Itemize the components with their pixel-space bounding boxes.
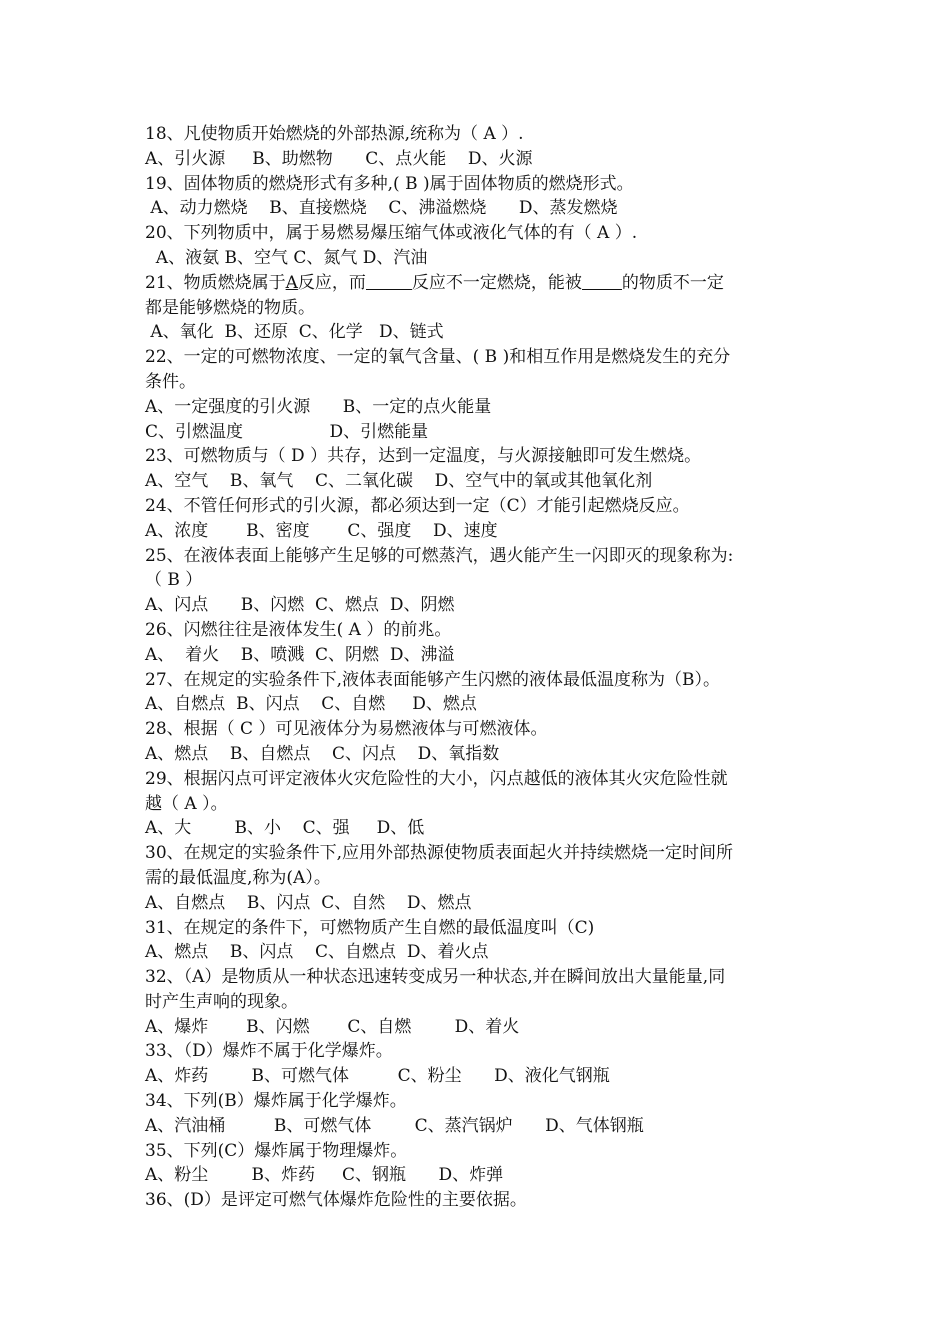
text-line: （ B ） bbox=[145, 570, 203, 591]
text-line: 27、在规定的实验条件下,液体表面能够产生闪燃的液体最低温度称为（B）。 bbox=[145, 669, 721, 690]
text-line: A、闪点 B、闪燃 C、燃点 D、阴燃 bbox=[145, 595, 455, 616]
text-line: 34、下列(B）爆炸属于化学爆炸。 bbox=[145, 1091, 407, 1112]
text-line: A、氧化 B、还原 C、化学 D、链式 bbox=[145, 322, 444, 343]
text-line: 22、一定的可燃物浓度、一定的氧气含量、( B )和相互作用是燃烧发生的充分 bbox=[145, 347, 731, 368]
q21-answer: A bbox=[285, 272, 298, 293]
text-line: A、空气 B、氧气 C、二氧化碳 D、空气中的氧或其他氧化剂 bbox=[145, 471, 653, 492]
text-line: 20、下列物质中，属于易燃易爆压缩气体或液化气体的有（ A ）. bbox=[145, 223, 638, 244]
exam-question-text bbox=[145, 122, 810, 1213]
text-line: A、燃点 B、闪点 C、自燃点 D、着火点 bbox=[145, 942, 489, 963]
text-line: A、自燃点 B、闪点 C、自燃 D、燃点 bbox=[145, 694, 477, 715]
text-line: A、大 B、小 C、强 D、低 bbox=[145, 818, 425, 839]
q21-text-1: 21、物质燃烧属于 bbox=[145, 272, 286, 293]
text-line: 23、可燃物质与（ D ）共存，达到一定温度，与火源接触即可发生燃烧。 bbox=[145, 446, 702, 467]
text-line: A、炸药 B、可燃气体 C、粉尘 D、液化气钢瓶 bbox=[145, 1066, 610, 1087]
question-21-line bbox=[145, 271, 810, 296]
text-line: 29、根据闪点可评定液体火灾危险性的大小，闪点越低的液体其火灾危险性就 bbox=[145, 768, 728, 789]
text-line: 36、(D）是评定可燃气体爆炸危险性的主要依据。 bbox=[145, 1190, 527, 1211]
text-line: 33、（D）爆炸不属于化学爆炸。 bbox=[145, 1041, 393, 1062]
fill-blank bbox=[366, 273, 412, 290]
text-line: 18、凡使物质开始燃烧的外部热源,统称为（ A ）. bbox=[145, 124, 524, 144]
text-line: C、引燃温度 D、引燃能量 bbox=[145, 421, 429, 442]
text-line: A、自燃点 B、闪点 C、自然 D、燃点 bbox=[145, 892, 472, 913]
text-line: A、粉尘 B、炸药 C、钢瓶 D、炸弹 bbox=[145, 1165, 504, 1186]
text-line: 时产生声响的现象。 bbox=[145, 991, 298, 1012]
q21-text-2: 反应，而 bbox=[297, 272, 366, 293]
text-line: 26、闪燃往往是液体发生( A ）的前兆。 bbox=[145, 619, 452, 640]
text-line: 19、固体物质的燃烧形式有多种,( B )属于固体物质的燃烧形式。 bbox=[145, 173, 634, 194]
text-line: A、浓度 B、密度 C、强度 D、速度 bbox=[145, 520, 498, 541]
text-line: A、引火源 B、助燃物 C、点火能 D、火源 bbox=[145, 148, 533, 169]
q21-text-4: 的物质不一定 bbox=[621, 272, 724, 293]
text-line: 28、根据（ C ）可见液体分为易燃液体与可燃液体。 bbox=[145, 719, 548, 740]
text-line: A、液氨 B、空气 C、氮气 D、汽油 bbox=[145, 247, 428, 268]
text-line: A、 着火 B、喷溅 C、阴燃 D、沸溢 bbox=[145, 644, 455, 665]
text-line: 35、下列(C）爆炸属于物理爆炸。 bbox=[145, 1140, 408, 1161]
text-line: A、燃点 B、自燃点 C、闪点 D、氧指数 bbox=[145, 743, 500, 764]
text-line: 31、在规定的条件下，可燃物质产生自燃的最低温度叫（C) bbox=[145, 917, 595, 938]
text-line: A、汽油桶 B、可燃气体 C、蒸汽锅炉 D、气体钢瓶 bbox=[145, 1115, 644, 1136]
fill-blank bbox=[582, 273, 622, 290]
q21-text-3: 反应不一定燃烧，能被 bbox=[411, 272, 582, 293]
text-line: 30、在规定的实验条件下,应用外部热源使物质表面起火并持续燃烧一定时间所 bbox=[145, 843, 734, 864]
text-line: 条件。 bbox=[145, 371, 196, 392]
text-line: A、爆炸 B、闪燃 C、自燃 D、着火 bbox=[145, 1016, 520, 1037]
text-line: A、动力燃烧 B、直接燃烧 C、沸溢燃烧 D、蒸发燃烧 bbox=[145, 198, 618, 219]
text-line: A、一定强度的引火源 B、一定的点火能量 bbox=[145, 396, 492, 417]
text-line: 25、在液体表面上能够产生足够的可燃蒸汽，遇火能产生一闪即灭的现象称为: bbox=[145, 545, 734, 566]
text-line: 需的最低温度,称为(A）。 bbox=[145, 867, 331, 888]
text-line: 32、（A）是物质从一种状态迅速转变成另一种状态,并在瞬间放出大量能量,同 bbox=[145, 967, 726, 988]
text-line: 越（ A ）。 bbox=[145, 793, 228, 814]
text-line: 24、不管任何形式的引火源，都必须达到一定（C）才能引起燃烧反应。 bbox=[145, 495, 690, 516]
text-line: 都是能够燃烧的物质。 bbox=[145, 297, 315, 318]
